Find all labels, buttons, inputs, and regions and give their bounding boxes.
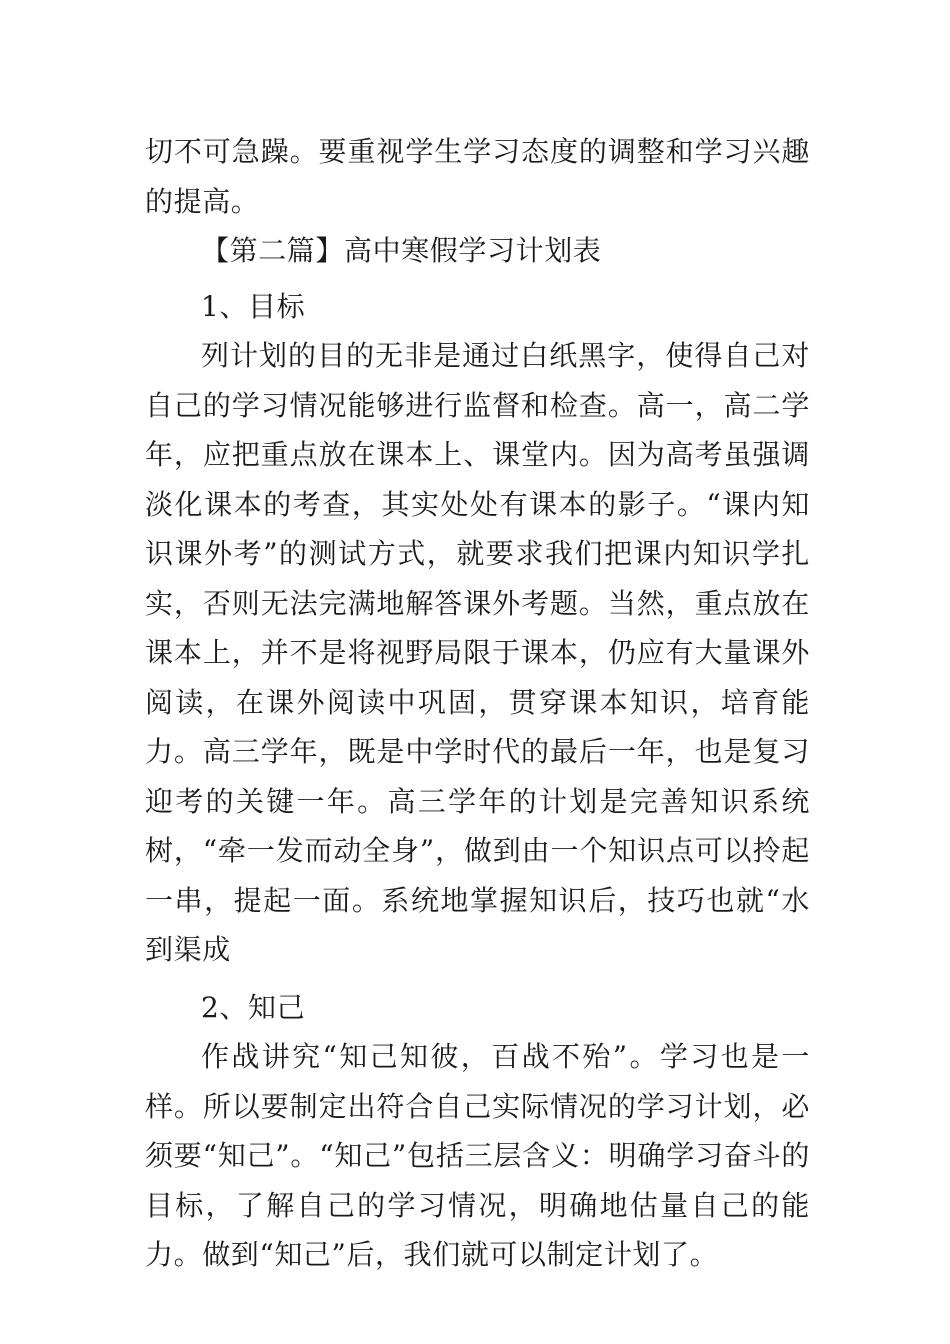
subheading-goal: 1、目标	[201, 289, 306, 323]
document-body	[145, 127, 810, 1280]
paragraph-know-yourself: 作战讲究“知己知彼，百战不殆”。学习也是一样。所以要制定出符合自己实际情况的学习计划，必须要“知己”。“知己”包括三层含义：明确学习奋斗的目标，了解自己的学习情况，明确地估量自己的能力。做到“知己”后，我们就可以制定计划了。	[145, 1040, 810, 1271]
paragraph-goal: 列计划的目的无非是通过白纸黑字，使得自己对自己的学习情况能够进行监督和检查。高一，高二学年，应把重点放在课本上、课堂内。因为高考虽强调淡化课本的考查，其实处处有课本的影子。“课内知识课外考”的测试方式，就要求我们把课内知识学扎实，否则无法完满地解答课外考题。当然，重点放在课本上，并不是将视野局限于课本，仍应有大量课外阅读，在课外阅读中巩固，贯穿课本知识，培育能力。高三学年，既是中学时代的最后一年，也是复习迎考的关键一年。高三学年的计划是完善知识系统树，“牵一发而动全身”，做到由一个知识点可以拎起一串，提起一面。系统地掌握知识后，技巧也就“水到渠成	[145, 339, 810, 966]
section-title: 【第二篇】高中寒假学习计划表	[201, 234, 602, 267]
subheading-know-yourself: 2、知己	[201, 990, 306, 1024]
paragraph-continuation: 切不可急躁。要重视学生学习态度的调整和学习兴趣的提高。	[145, 135, 810, 218]
